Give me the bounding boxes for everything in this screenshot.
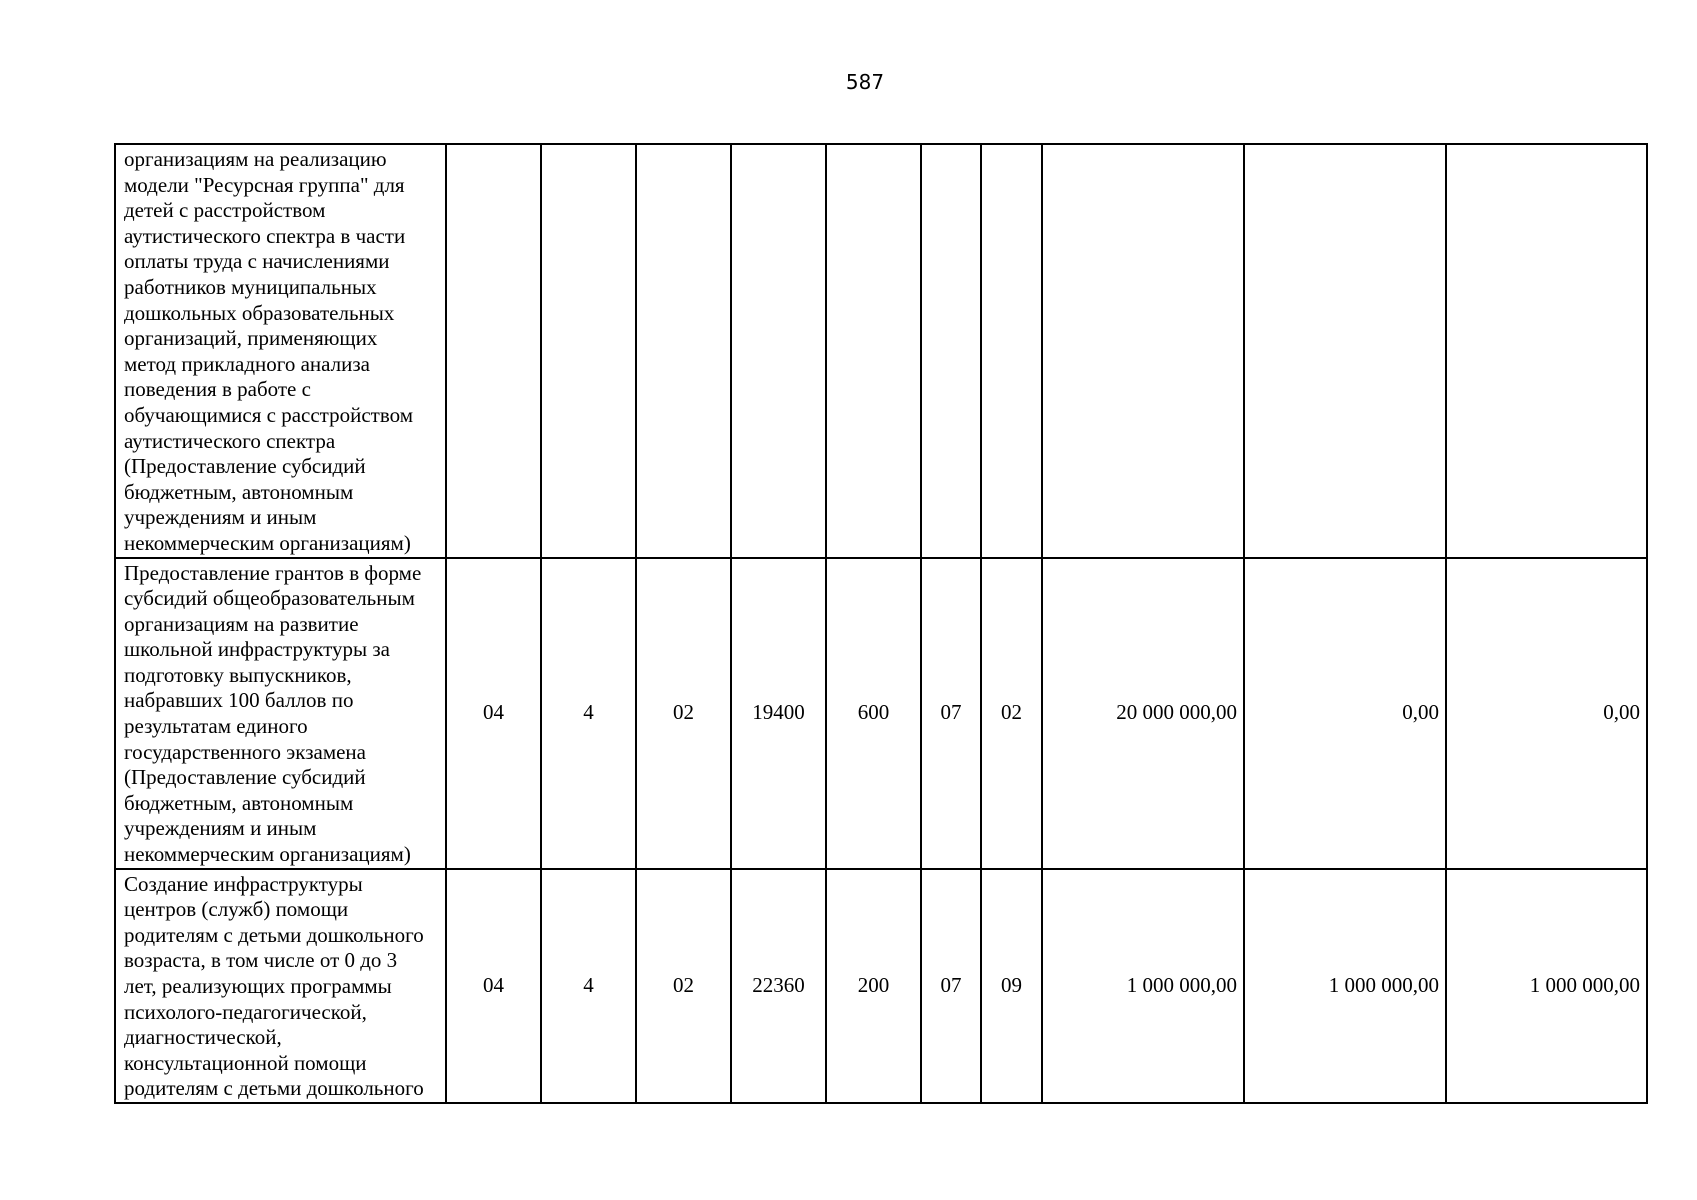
amount-year-3: 0,00 <box>1446 558 1647 869</box>
subprogram-code: 4 <box>541 869 636 1103</box>
section-code <box>921 144 981 558</box>
section-code: 07 <box>921 869 981 1103</box>
expense-type-code: 600 <box>826 558 921 869</box>
direction-code: 22360 <box>731 869 826 1103</box>
row-description: Создание инфраструктуры центров (служб) помощи родителям с детьми дошкольного возраста, в том числе от 0 до 3 лет, реализующих программы психолого-педагогической, диагностической, консультационной помощи родителям с детьми дошкольного <box>115 869 446 1103</box>
direction-code <box>731 144 826 558</box>
amount-year-2: 0,00 <box>1244 558 1446 869</box>
row-description: организациям на реализацию модели "Ресурсная группа" для детей с расстройством аутистического спектра в части оплаты труда с начислениями работников муниципальных дошкольных образовательных организаций, применяющих метод прикладного анализа поведения в работе с обучающимися с расстройством аутистического спектра (Предоставление субсидий бюджетным, автономным учреждениям и иным некоммерческим организациям) <box>115 144 446 558</box>
table-row <box>115 558 1647 869</box>
main-event-code: 02 <box>636 869 731 1103</box>
main-event-code <box>636 144 731 558</box>
direction-code: 19400 <box>731 558 826 869</box>
program-code: 04 <box>446 869 541 1103</box>
expense-type-code: 200 <box>826 869 921 1103</box>
amount-year-3: 1 000 000,00 <box>1446 869 1647 1103</box>
expense-type-code <box>826 144 921 558</box>
subsection-code: 02 <box>981 558 1042 869</box>
amount-year-2: 1 000 000,00 <box>1244 869 1446 1103</box>
amount-year-1 <box>1042 144 1244 558</box>
program-code: 04 <box>446 558 541 869</box>
subprogram-code: 4 <box>541 558 636 869</box>
amount-year-1: 20 000 000,00 <box>1042 558 1244 869</box>
subsection-code: 09 <box>981 869 1042 1103</box>
budget-table <box>114 143 1648 1104</box>
section-code: 07 <box>921 558 981 869</box>
subprogram-code <box>541 144 636 558</box>
amount-year-3 <box>1446 144 1647 558</box>
table-row <box>115 144 1647 558</box>
page-number: 587 <box>845 70 885 94</box>
table-row <box>115 869 1647 1103</box>
amount-year-2 <box>1244 144 1446 558</box>
main-event-code: 02 <box>636 558 731 869</box>
subsection-code <box>981 144 1042 558</box>
amount-year-1: 1 000 000,00 <box>1042 869 1244 1103</box>
program-code <box>446 144 541 558</box>
row-description: Предоставление грантов в форме субсидий общеобразовательным организациям на развитие школьной инфраструктуры за подготовку выпускников, набравших 100 баллов по результатам единого государственного экзамена (Предоставление субсидий бюджетным, автономным учреждениям и иным некоммерческим организациям) <box>115 558 446 869</box>
